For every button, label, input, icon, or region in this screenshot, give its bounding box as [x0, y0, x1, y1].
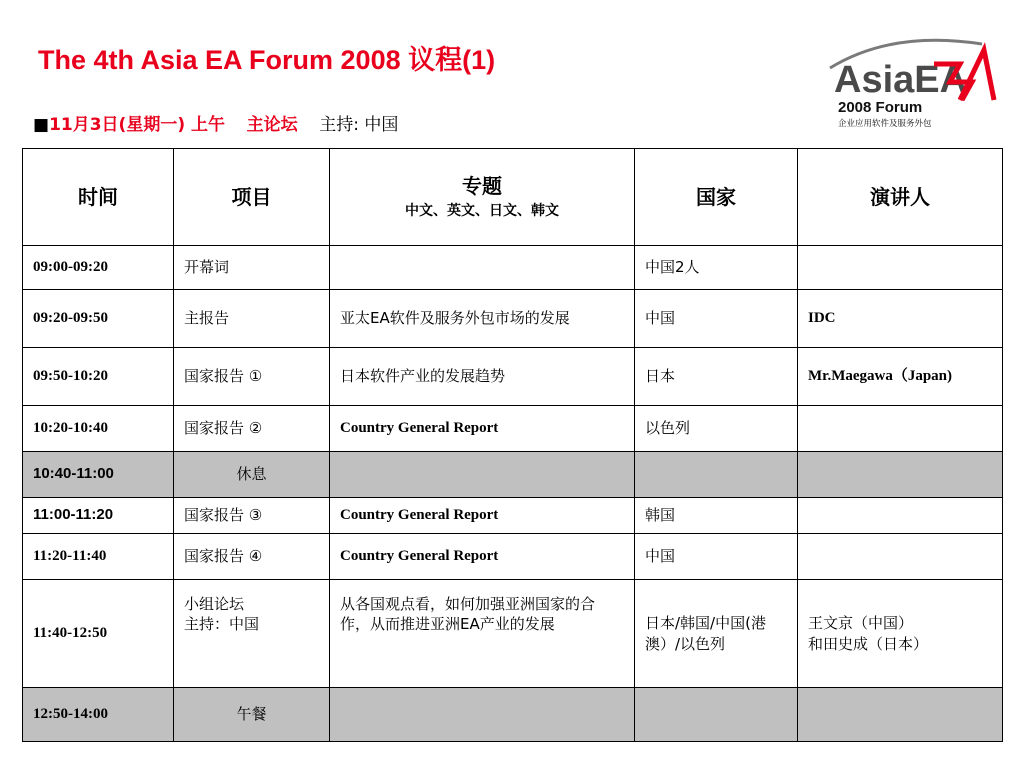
table-row	[23, 246, 1003, 290]
row-speaker: IDC	[798, 290, 1003, 348]
session-name: 主论坛	[246, 115, 298, 135]
row-time: 10:20-10:40	[23, 406, 174, 452]
session-date: 11月3日(星期一) 上午	[49, 115, 226, 135]
row-item: 国家报告 ③	[174, 498, 330, 534]
row-item-line2: 主持：中国	[184, 615, 260, 634]
row-country: 中国2人	[635, 246, 798, 290]
row-time: 10:40-11:00	[23, 452, 174, 498]
row-item: 开幕词	[174, 246, 330, 290]
row-item-line1: 小组论坛	[184, 595, 245, 613]
row-item: 国家报告 ①	[174, 348, 330, 406]
table-row	[23, 580, 1003, 688]
row-time: 11:00-11:20	[23, 498, 174, 534]
row-speaker	[798, 498, 1003, 534]
row-speaker: Mr.Maegawa（Japan)	[798, 348, 1003, 406]
row-time: 09:50-10:20	[23, 348, 174, 406]
row-speaker	[798, 406, 1003, 452]
row-speaker	[798, 452, 1003, 498]
row-time: 09:00-09:20	[23, 246, 174, 290]
row-speaker	[798, 246, 1003, 290]
row-topic: 从各国观点看，如何加强亚洲国家的合作，从而推进亚洲EA产业的发展	[330, 580, 635, 688]
row-speaker	[798, 580, 1003, 688]
row-time: 11:40-12:50	[23, 580, 174, 688]
row-country	[635, 452, 798, 498]
row-item	[174, 580, 330, 688]
row-item: 午餐	[174, 688, 330, 742]
table-row-break	[23, 452, 1003, 498]
header-country: 国家	[635, 149, 798, 246]
page-title: The 4th Asia EA Forum 2008 议程(1)	[38, 45, 496, 75]
row-topic	[330, 246, 635, 290]
logo-caption: 2008 Forum	[838, 99, 923, 116]
row-country: 韩国	[635, 498, 798, 534]
logo-brand-text: AsiaEA	[834, 59, 968, 101]
row-country	[635, 688, 798, 742]
header-speaker: 演讲人	[798, 149, 1003, 246]
row-item: 休息	[174, 452, 330, 498]
row-country: 日本/韩国/中国(港澳）/以色列	[635, 580, 798, 688]
row-item: 主报告	[174, 290, 330, 348]
table-row	[23, 406, 1003, 452]
row-topic	[330, 688, 635, 742]
table-row	[23, 534, 1003, 580]
row-time: 12:50-14:00	[23, 688, 174, 742]
header-time: 时间	[23, 149, 174, 246]
host-value: 中国	[364, 115, 399, 135]
agenda-table	[22, 148, 1003, 742]
row-topic: Country General Report	[330, 406, 635, 452]
row-topic: Country General Report	[330, 498, 635, 534]
header-topic-languages: 中文、英文、日文、韩文	[405, 203, 559, 220]
row-topic: 亚太EA软件及服务外包市场的发展	[330, 290, 635, 348]
table-row	[23, 290, 1003, 348]
header-topic-label: 专题	[462, 174, 502, 199]
table-row-lunch	[23, 688, 1003, 742]
row-country: 日本	[635, 348, 798, 406]
row-speaker-line1: 王文京（中国）	[808, 614, 914, 633]
table-row	[23, 498, 1003, 534]
row-item: 国家报告 ②	[174, 406, 330, 452]
row-speaker	[798, 534, 1003, 580]
logo-tagline: 企业应用软件及服务外包	[838, 119, 932, 129]
row-time: 11:20-11:40	[23, 534, 174, 580]
host-label: 主持:	[319, 115, 359, 135]
row-speaker-line2: 和田史成（日本）	[808, 634, 929, 653]
row-time: 09:20-09:50	[23, 290, 174, 348]
row-speaker	[798, 688, 1003, 742]
header-item: 项目	[174, 149, 330, 246]
row-topic: Country General Report	[330, 534, 635, 580]
row-item: 国家报告 ④	[174, 534, 330, 580]
row-country: 中国	[635, 534, 798, 580]
table-header-row	[23, 149, 1003, 246]
row-country: 中国	[635, 290, 798, 348]
session-subtitle	[33, 110, 398, 135]
row-country: 以色列	[635, 406, 798, 452]
header-topic	[330, 149, 635, 246]
bullet-icon: ■	[33, 115, 50, 135]
row-topic	[330, 452, 635, 498]
table-row	[23, 348, 1003, 406]
row-topic: 日本软件产业的发展趋势	[330, 348, 635, 406]
